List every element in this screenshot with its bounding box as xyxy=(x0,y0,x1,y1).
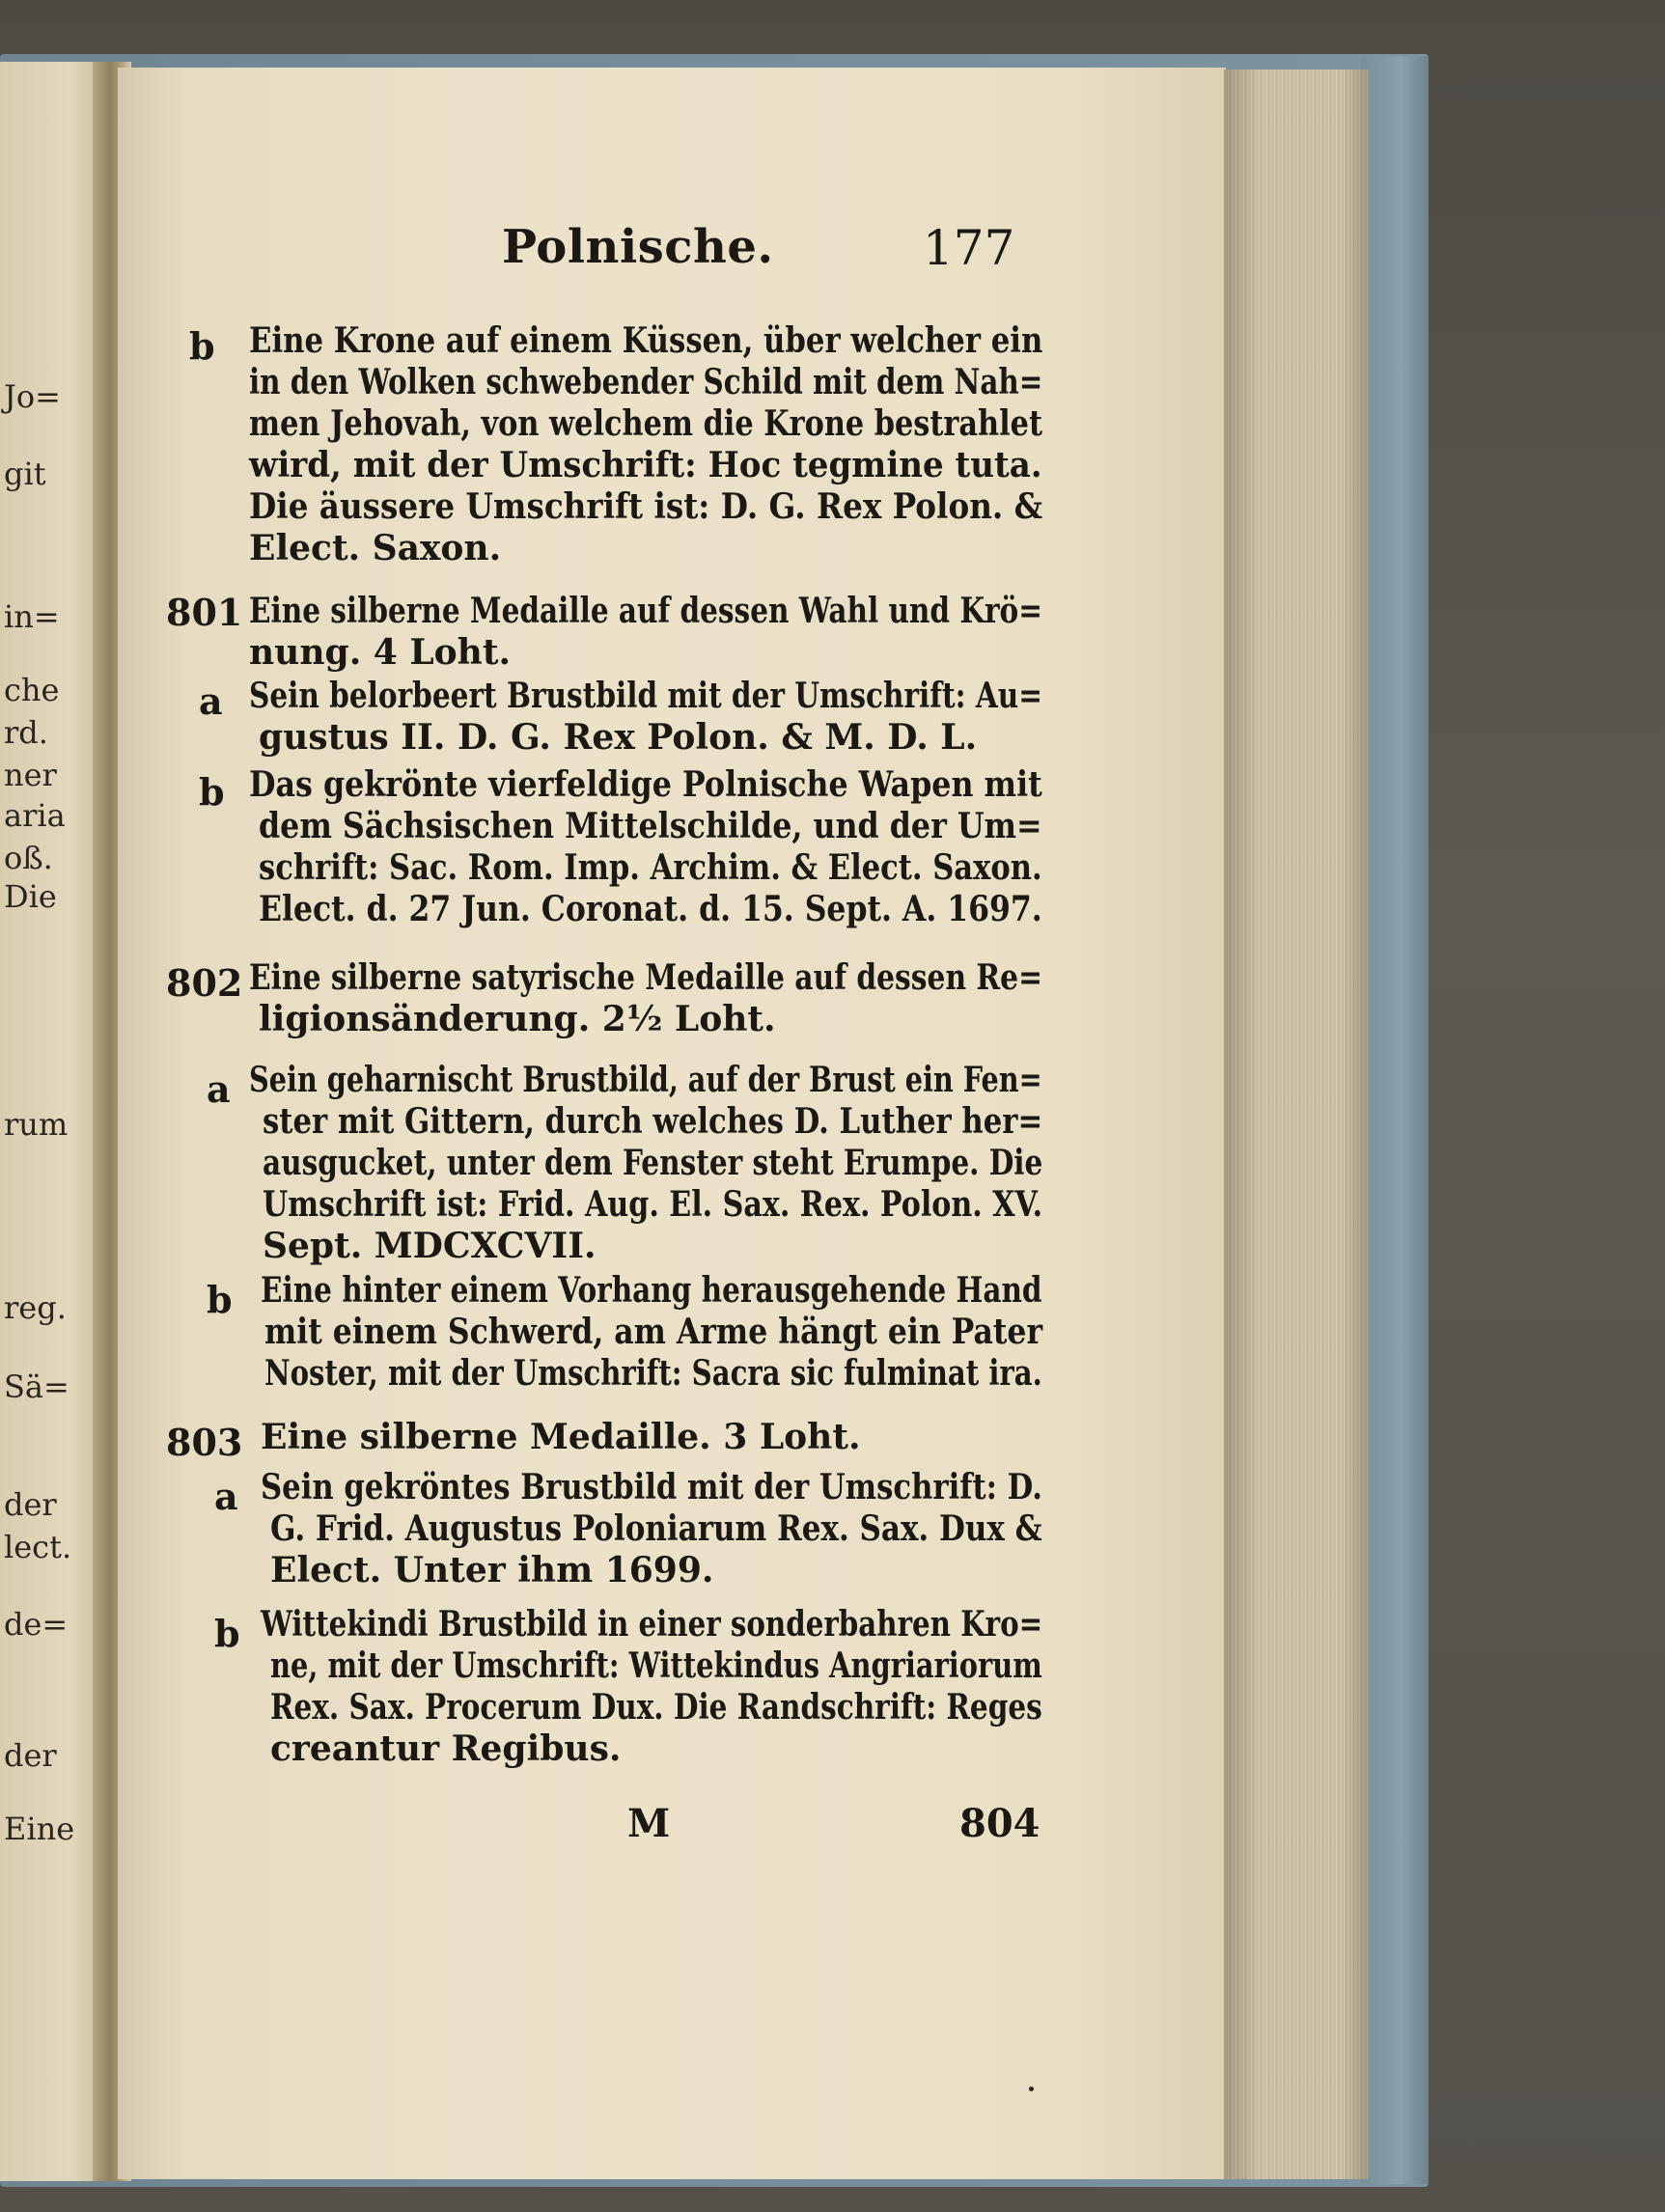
entry-number: 801 xyxy=(166,591,243,634)
left-fragment: oß. xyxy=(4,840,53,876)
left-fragment: rum xyxy=(4,1106,69,1143)
text-line: Eine hinter einem Vorhang herausgehende Hand xyxy=(261,1270,1042,1311)
item-marker: b xyxy=(207,1278,233,1321)
ink-speck xyxy=(1029,2087,1034,2091)
left-fragment: git xyxy=(4,456,46,492)
left-fragment: Sä= xyxy=(4,1369,69,1405)
text-line: Sein gekröntes Brustbild mit der Umschrift: D. xyxy=(261,1467,1042,1507)
text-line: ne, mit der Umschrift: Wittekindus Angriariorum xyxy=(270,1645,1042,1686)
running-head-title: Polnische. xyxy=(502,220,774,274)
text-line: Das gekrönte vierfeldige Polnische Wapen mit xyxy=(249,764,1042,805)
signature-mark: M xyxy=(627,1801,671,1846)
text-line: Eine Krone auf einem Küssen, über welcher ein xyxy=(249,320,1043,361)
text-line: Eine silberne Medaille. 3 Loht. xyxy=(261,1417,861,1457)
text-line: schrift: Sac. Rom. Imp. Archim. & Elect. Saxon. xyxy=(259,847,1042,888)
text-line: nung. 4 Loht. xyxy=(249,632,512,673)
text-line: creantur Regibus. xyxy=(270,1728,622,1769)
entry-number: 803 xyxy=(166,1421,243,1464)
item-marker: b xyxy=(199,770,225,814)
text-line: gustus II. D. G. Rex Polon. & M. D. L. xyxy=(259,717,978,758)
text-line: Wittekindi Brustbild in einer sonderbahren Kro= xyxy=(261,1604,1043,1645)
item-marker: b xyxy=(214,1612,240,1655)
left-fragment: der xyxy=(4,1737,57,1774)
item-marker: a xyxy=(214,1475,238,1518)
text-line: ligionsänderung. 2½ Loht. xyxy=(259,999,776,1039)
text-line: men Jehovah, von welchem die Krone bestrahlet xyxy=(249,403,1042,444)
text-line: Sein geharnischt Brustbild, auf der Brust ein Fen= xyxy=(249,1060,1042,1100)
cover-edge xyxy=(1361,56,1429,2184)
text-line: Elect. d. 27 Jun. Coronat. d. 15. Sept. A. 1697. xyxy=(259,889,1042,929)
text-line: Eine silberne satyrische Medaille auf dessen Re= xyxy=(249,957,1042,998)
left-fragment: che xyxy=(4,672,60,708)
item-marker: a xyxy=(207,1067,231,1111)
text-line: wird, mit der Umschrift: Hoc tegmine tuta. xyxy=(249,445,1042,485)
entry-number: 802 xyxy=(166,961,243,1005)
left-fragment: rd. xyxy=(4,714,48,751)
left-fragment: reg. xyxy=(4,1289,67,1326)
text-line: ausgucket, unter dem Fenster steht Erumpe. Die xyxy=(263,1143,1043,1183)
left-fragment: ner xyxy=(4,757,57,793)
text-line: Eine silberne Medaille auf dessen Wahl und Krö= xyxy=(249,591,1043,631)
text-line: Elect. Unter ihm 1699. xyxy=(270,1550,714,1590)
left-fragment: Die xyxy=(4,878,57,915)
text-line: mit einem Schwerd, am Arme hängt ein Pater xyxy=(264,1312,1043,1352)
text-line: G. Frid. Augustus Poloniarum Rex. Sax. Dux & xyxy=(270,1508,1042,1549)
left-fragment: Jo= xyxy=(4,378,61,415)
text-line: in den Wolken schwebender Schild mit dem Nah= xyxy=(249,362,1043,402)
text-line: dem Sächsischen Mittelschilde, und der Um= xyxy=(259,806,1042,846)
text-line: Elect. Saxon. xyxy=(249,528,502,568)
text-line: Sein belorbeert Brustbild mit der Umschrift: Au= xyxy=(249,676,1043,716)
text-line: ster mit Gittern, durch welches D. Luther her= xyxy=(263,1101,1043,1142)
text-line: Sept. MDCXCVII. xyxy=(263,1226,597,1266)
page-edges-shade xyxy=(1224,69,1369,2179)
left-fragment: der xyxy=(4,1486,57,1523)
item-marker: b xyxy=(189,324,215,368)
text-line: Umschrift ist: Frid. Aug. El. Sax. Rex. Polon. XV. xyxy=(263,1184,1043,1225)
left-fragment: aria xyxy=(4,797,66,834)
catchword: 804 xyxy=(959,1801,1041,1846)
page-number: 177 xyxy=(923,220,1015,276)
left-fragment: Eine xyxy=(4,1811,75,1847)
text-line: Rex. Sax. Procerum Dux. Die Randschrift: Reges xyxy=(270,1687,1042,1728)
item-marker: a xyxy=(199,679,223,723)
left-fragment: in= xyxy=(4,598,60,635)
text-line: Noster, mit der Umschrift: Sacra sic fulminat ira. xyxy=(264,1353,1042,1394)
left-fragment: de= xyxy=(4,1606,69,1643)
text-line: Die äussere Umschrift ist: D. G. Rex Polon. & xyxy=(249,486,1043,527)
left-fragment: lect. xyxy=(4,1529,72,1565)
